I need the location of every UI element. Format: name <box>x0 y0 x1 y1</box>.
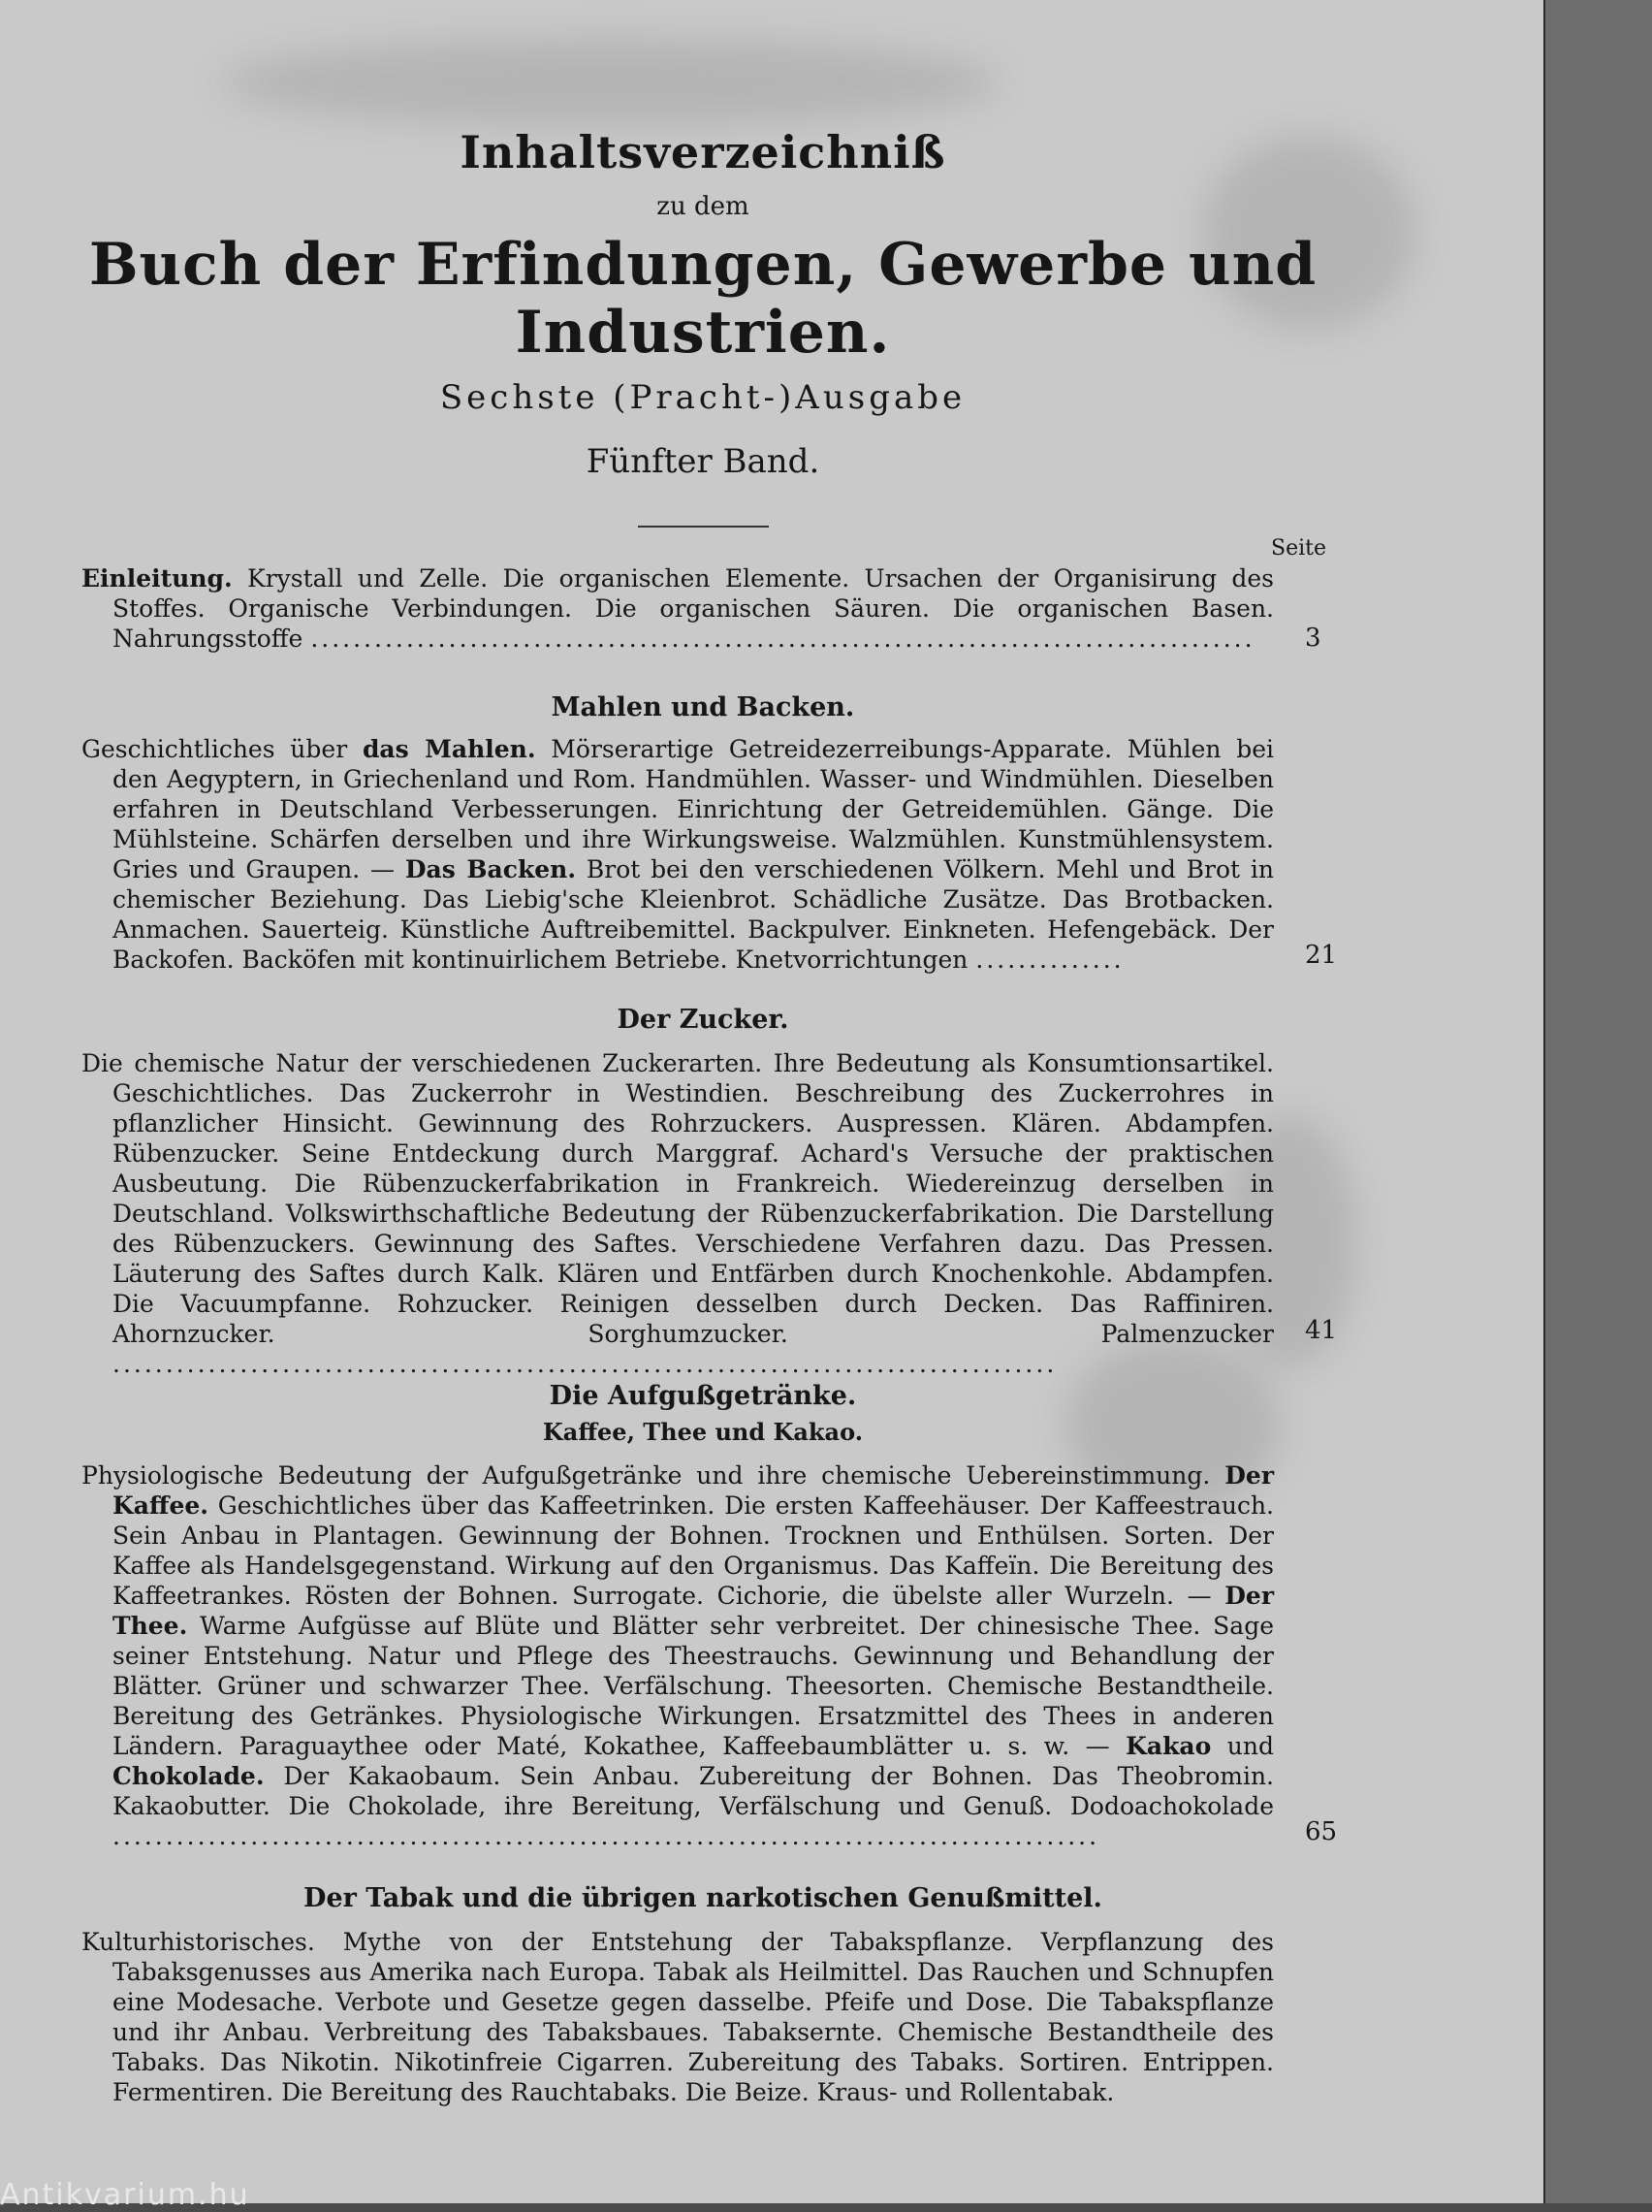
entry-einleitung <box>81 563 1274 654</box>
leader-dots: ......................................................................................... <box>310 625 1255 653</box>
entry-lead: Das Backen. <box>404 855 577 883</box>
page-number: 21 <box>1305 941 1338 970</box>
section-title: Mahlen und Backen. <box>551 692 855 722</box>
entry-text: Mörserartige Getreidezerreibungs-Apparate. Mühlen bei den Aegyptern, in Griechenland und Rom. Handmühlen. Wasser- und Windmühlen. Dieselben erfahren in Deutschland Verbesserungen. Einrichtung der Getreidemühlen. Gänge. Die Mühlsteine. Schärfen derselben und ihre Wirkungsweise. Walzmühlen. Kunstmühlensystem. Gries und Graupen. — <box>112 735 1275 883</box>
page-number: 65 <box>1305 1817 1338 1846</box>
entry-text: Kulturhistorisches. Mythe von der Entstehung der Tabakspflanze. Verpflanzung des Tabaksgenusses aus Amerika nach Europa. Tabak als Heilmittel. Das Rauchen und Schnupfen eine Modesache. Verbote und Gesetze gegen dasselbe. Pfeife und Dose. Die Tabakspflanze und ihr Anbau. Verbreitung des Tabaksbaues. Tabaksernte. Chemische Bestandtheile des Tabaks. Das Nikotin. Nikotinfreie Cigarren. Zubereitung des Tabaks. Sortiren. Entrippen. Fermentiren. Die Bereitung des Rauchtabaks. Die Beize. Kraus- und Rollentabak. <box>81 1928 1274 2106</box>
page-number: 41 <box>1305 1316 1338 1345</box>
entry-lead: Kakao <box>1126 1732 1212 1760</box>
entry-mahlen <box>81 734 1274 975</box>
section-title: Die Aufgußgetränke. <box>549 1381 857 1411</box>
entry-lead: das Mahlen. <box>362 735 536 763</box>
entry-text: und <box>1226 1732 1274 1760</box>
book-edge <box>1545 0 1652 2203</box>
entry-aufguss <box>81 1460 1274 1851</box>
page-number: 3 <box>1305 624 1321 653</box>
entry-text: Der Kakaobaum. Sein Anbau. Zubereitung der Bohnen. Das Theobromin. Kakaobutter. Die Chokolade, ihre Bereitung, Verfälschung und Genuß. Dodoachokolade <box>112 1762 1274 1820</box>
entry-text: Brot bei den verschiedenen Völkern. Mehl und Brot in chemischer Beziehung. Das Liebig'sche Kleienbrot. Schädliche Zusätze. Das Brotbacken. Anmachen. Sauerteig. Künstliche Auftreibemittel. Backpulver. Einkneten. Hefengebäck. Der Backofen. Backöfen mit kontinuirlichem Betriebe. Knetvorrichtungen <box>112 855 1274 974</box>
leader-dots: ......................................................................................... <box>112 1350 1058 1378</box>
stain <box>223 39 999 126</box>
leader-dots: .............. <box>975 946 1125 974</box>
watermark: Antikvarium.hu <box>0 2178 250 2212</box>
zu-dem: zu dem <box>656 192 749 221</box>
section-title: Der Zucker. <box>617 1005 789 1035</box>
entry-text: Die chemische Natur der verschiedenen Zuckerarten. Ihre Bedeutung als Konsumtionsartikel. Geschichtliches. Das Zuckerrohr in Westindien. Beschreibung des Zuckerrohres in pflanzlicher Hinsicht. Gewinnung des Rohrzuckers. Auspressen. Klären. Abdampfen. Rübenzucker. Seine Entdeckung durch Marggraf. Achard's Versuche der praktischen Ausbeutung. Die Rübenzuckerfabrikation in Frankreich. Wiedereinzug derselben in Deutschland. Volkswirthschaftliche Bedeutung der Rübenzuckerfabrikation. Die Darstellung des Rübenzuckers. Gewinnung des Saftes. Verschiedene Verfahren dazu. Das Pressen. Läuterung des Saftes durch Kalk. Klären und Entfärben durch Knochenkohle. Abdampfen. Die Vacuumpfanne. Rohzucker. Reinigen desselben durch Decken. Das Raffiniren. Ahornzucker. Sorghumzucker. Palmenzucker <box>81 1049 1274 1348</box>
entry-lead: Chokolade. <box>112 1762 265 1790</box>
divider <box>638 526 769 528</box>
book-title: Buch der Erfindungen, Gewerbe und Industrien. <box>88 231 1318 367</box>
section-subtitle: Kaffee, Thee und Kakao. <box>542 1418 864 1446</box>
edition: Sechste (Pracht-)Ausgabe <box>439 378 967 417</box>
toc-title: Inhaltsverzeichniß <box>460 126 946 178</box>
entry-tabak <box>81 1927 1274 2107</box>
entry-lead: Einleitung. <box>81 564 233 593</box>
volume: Fünfter Band. <box>586 442 820 481</box>
leader-dots: ............................................................................................. <box>112 1822 1100 1850</box>
section-title: Der Tabak und die übrigen narkotischen Genußmittel. <box>303 1883 1102 1913</box>
entry-text: Warme Aufgüsse auf Blüte und Blätter sehr verbreitet. Der chinesische Thee. Sage seiner Entstehung. Natur und Pflege des Theestrauchs. Gewinnung und Behandlung der Blätter. Grüner und schwarzer Thee. Verfälschung. Theesorten. Chemische Bestandtheile. Bereitung des Getränkes. Physiologische Wirkungen. Ersatzmittel des Thees in anderen Ländern. Paraguaythee oder Maté, Kokathee, Kaffeebaumblätter u. s. w. — <box>112 1612 1275 1760</box>
entry-zucker <box>81 1048 1274 1379</box>
entry-text: Geschichtliches über das Kaffeetrinken. Die ersten Kaffeehäuser. Der Kaffeestrauch. Sein Anbau in Plantagen. Gewinnung der Bohnen. Trocknen und Enthülsen. Sorten. Der Kaffee als Handelsgegenstand. Wirkung auf den Organismus. Das Kaffeïn. Die Bereitung des Kaffeetrankes. Rösten der Bohnen. Surrogate. Cichorie, die übelste aller Wurzeln. — <box>112 1491 1274 1610</box>
entry-lead: Der Kaffee. <box>112 1461 1274 1520</box>
seite-label: Seite <box>1271 536 1326 561</box>
entry-text: Krystall und Zelle. Die organischen Elemente. Ursachen der Organisirung des Stoffes. Organische Verbindungen. Die organischen Säuren. Die organischen Basen. Nahrungsstoffe <box>112 564 1275 653</box>
entry-text: Physiologische Bedeutung der Aufgußgetränke und ihre chemische Uebereinstimmung. <box>81 1461 1211 1490</box>
entry-text: Geschichtliches über <box>81 735 348 763</box>
entry-lead: Der Thee. <box>112 1582 1274 1640</box>
title-block <box>0 126 1406 528</box>
